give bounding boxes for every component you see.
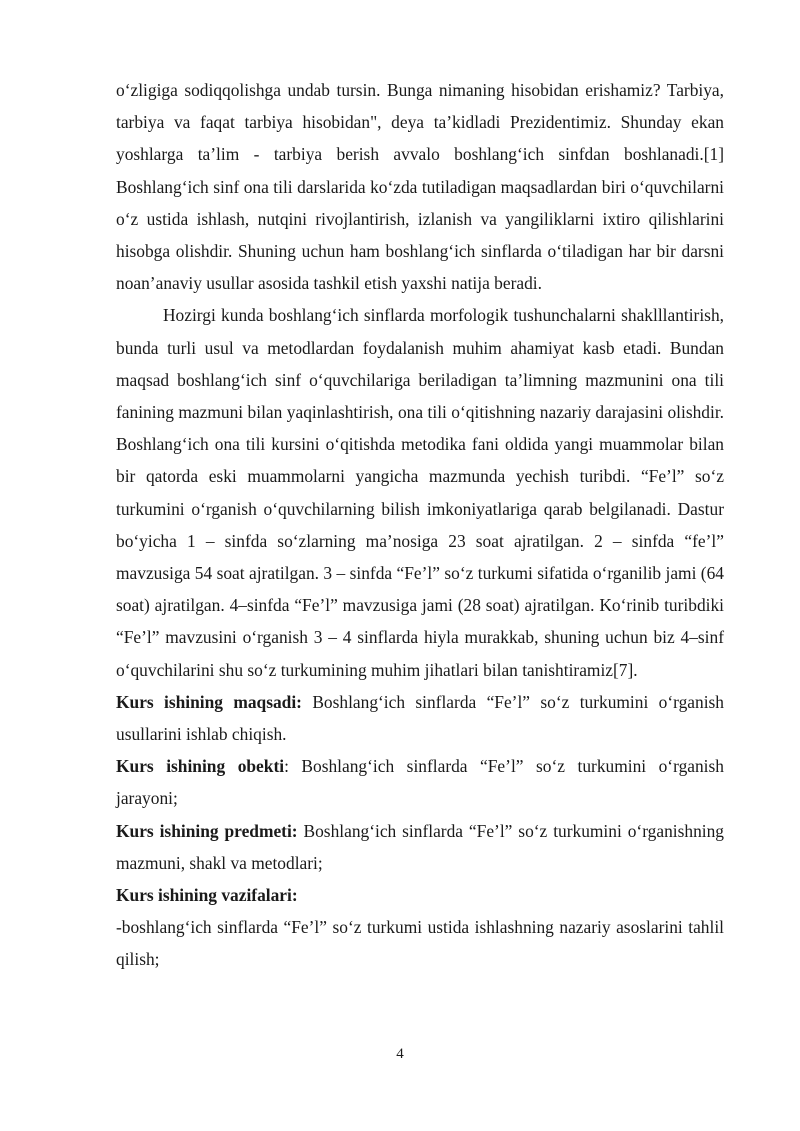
course-tasks-label: Kurs ishining vazifalari: [116,885,298,906]
course-object-label: Kurs ishining obekti [116,756,285,777]
task-item: -boshlang‘ich sinflarda “Fe’l” so‘z turkumi ustida ishlashning nazariy asoslarini tahlil qilish; [116,917,724,970]
course-goal-label: Kurs ishining maqsadi: [116,691,302,712]
paragraph-morphology: Hozirgi kunda boshlang‘ich sinflarda morfologik tushunchalarni shaklllantirish, bunda turli usul va metodlardan foydalanish muhim ahamiyat kasb etadi. Bundan maqsad boshlang‘ich sinf o‘quvchilariga beriladigan ta’limning mazmunini ona tili fanining mazmuni bilan yaqinlashtirish, ona tili o‘qitishning nazariy darajasini olishdir. Boshlang‘ich ona tili kursini o‘qitishda metodika fani oldida yangi muammolar bilan bir qatorda eski muammolarni yangicha mazmunda yechish turibdi. “Fe’l” so‘z turkumini o‘rganish o‘quvchilarning bilish imkoniyatlariga qarab belgilanadi. Dastur bo‘yicha 1 – sinfda so‘zlarning ma’nosiga 23 soat ajratilgan. 2 – sinfda “fe’l” mavzusiga 54 soat ajratilgan. 3 – sinfda “Fe’l” so‘z turkumi sifatida o‘rganilib jami (64 soat) ajratilgan. 4–sinfda “Fe’l” mavzusiga jami (28 soat) ajratilgan. Ko‘rinib turibdiki “Fe’l” mavzusini o‘rganish 3 – 4 sinflarda hiyla murakkab, shuning uchun biz 4–sinf o‘quvchilarini shu so‘z turkumining muhim jihatlari bilan tanishtiramiz[7]. [116,305,724,680]
page-number: 4 [396,1046,404,1062]
course-goal [116,686,724,750]
document-page [116,74,724,976]
course-subject-label: Kurs ishining predmeti: [116,820,298,841]
course-object-text: : Boshlang‘ich sinflarda “Fe’l” so‘z turkumini o‘rganish jarayoni; [116,756,724,809]
course-subject [116,815,724,879]
course-tasks [116,879,724,911]
course-subject-text: Boshlang‘ich sinflarda “Fe’l” so‘z turkumini o‘rganishning mazmuni, shakl va metodlari; [116,820,724,873]
course-object [116,750,724,814]
course-goal-text: Boshlang‘ich sinflarda “Fe’l” so‘z turkumini o‘rganish usullarini ishlab chiqish. [116,691,724,745]
paragraph-intro: o‘zligiga sodiqqolishga undab tursin. Bunga nimaning hisobidan erishamiz? Tarbiya, tarbiya va faqat tarbiya hisobidan", deya ta’kidladi Prezidentimiz. Shunday ekan yoshlarga ta’lim - tarbiya berish avvalo boshlang‘ich sinfdan boshlanadi.[1] Boshlang‘ich sinf ona tili darslarida ko‘zda tutiladigan maqsadlardan biri o‘quvchilarni o‘z ustida ishlash, nutqini rivojlantirish, izlanish va yangiliklarni ixtiro qilishlarini hisobga olishdir. Shuning uchun ham boshlang‘ich sinflarda o‘tiladigan har bir darsni noan’anaviy usullar asosida tashkil etish yaxshi natija beradi. [116,80,724,294]
